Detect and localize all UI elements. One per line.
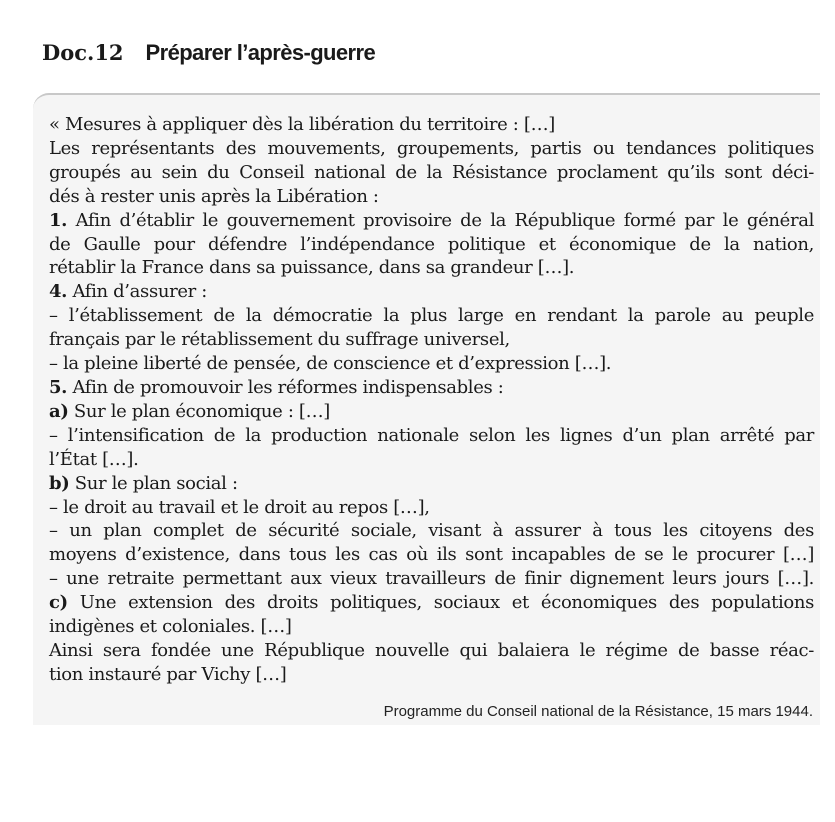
line-content: Une extension des droits politiques, sociaux et économiques des populations [67, 592, 814, 614]
text-line: groupés au sein du Conseil national de la Résistance proclament qu’ils sont déci- [49, 161, 814, 183]
line-content: Afin d’établir le gouvernement provisoire de la République formé par le général [67, 209, 814, 231]
text-line [49, 472, 814, 496]
text-line: Les représentants des mouvements, groupements, partis ou tendances politiques [49, 137, 814, 159]
text-line: l’État […]. [49, 448, 139, 470]
list-letter: c) [49, 592, 68, 614]
doc-number-label: Doc.12 [42, 40, 124, 65]
text-line [49, 209, 814, 233]
text-line: « Mesures à appliquer dès la libération du territoire : […] [49, 114, 555, 135]
source-citation: Programme du Conseil national de la Résistance, 15 mars 1944. [383, 703, 813, 720]
text-line: – un plan complet de sécurité sociale, visant à assurer à tous les citoyens des [49, 520, 814, 542]
text-line: Ainsi sera fondée une République nouvelle qui balaiera le régime de basse réac- [49, 639, 814, 661]
list-number: 4. [49, 281, 68, 303]
text-line: français par le rétablissement du suffrage universel, [49, 329, 510, 351]
text-line: dés à rester unis après la Libération : [49, 185, 379, 207]
text-line [49, 280, 814, 304]
text-line [49, 591, 814, 615]
text-line: – le droit au travail et le droit au repos […], [49, 496, 430, 518]
document-header [42, 40, 375, 70]
document-title: Préparer l’après-guerre [145, 40, 376, 65]
quote-text [49, 113, 814, 687]
text-line [49, 400, 814, 424]
line-content: Sur le plan social : [69, 472, 238, 494]
text-line: – la pleine liberté de pensée, de conscience et d’expression […]. [49, 353, 612, 375]
line-content: Sur le plan économique : […] [68, 400, 330, 422]
line-content: Afin de promouvoir les réformes indispensables : [67, 376, 504, 398]
text-line: indigènes et coloniales. […] [49, 616, 292, 638]
list-letter: a) [49, 400, 69, 422]
list-number: 5. [49, 376, 68, 398]
text-line: tion instauré par Vichy […] [49, 663, 287, 685]
text-line: moyens d’existence, dans tous les cas où ils sont incapables de se le procurer […] [49, 544, 814, 566]
text-line: – l’établissement de la démocratie la plus large en rendant la parole au peuple [49, 305, 814, 327]
text-line [49, 376, 814, 400]
text-line: rétablir la France dans sa puissance, dans sa grandeur […]. [49, 257, 575, 279]
list-number: 1. [49, 209, 68, 231]
list-letter: b) [49, 472, 70, 494]
line-content: Afin d’assurer : [67, 281, 207, 303]
text-line: de Gaulle pour défendre l’indépendance politique et économique de la nation, [49, 233, 814, 255]
text-line: – l’intensification de la production nationale selon les lignes d’un plan arrêté par [49, 424, 814, 446]
text-line: – une retraite permettant aux vieux travailleurs de finir dignement leurs jours […]. [49, 568, 814, 590]
